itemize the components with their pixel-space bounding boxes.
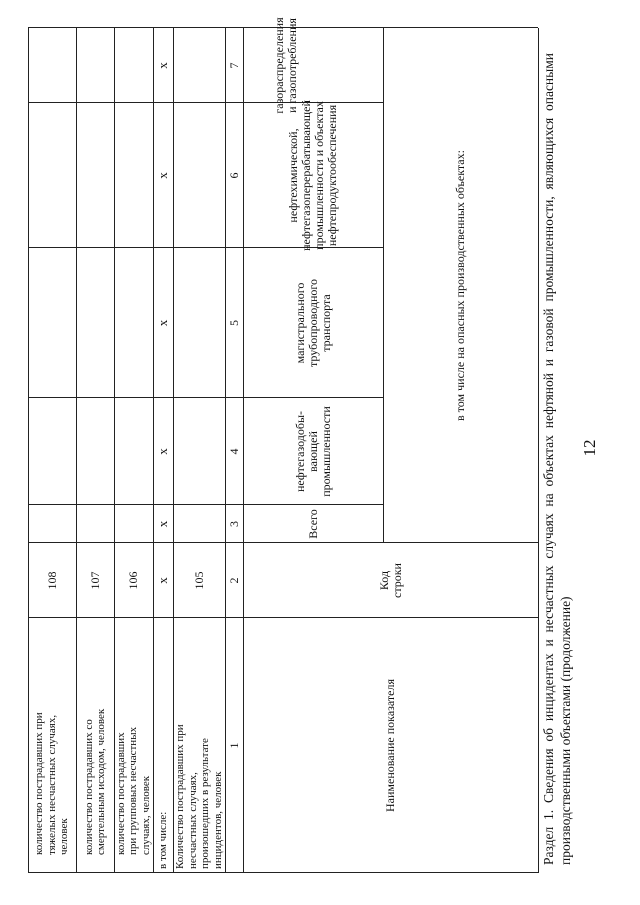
row-106-code: 106: [126, 571, 140, 590]
row-including-c4: x: [155, 448, 170, 455]
row-including-code: x: [155, 577, 170, 584]
header-including: в том числе на опасных производственных объектах:: [453, 150, 467, 421]
row-106-label: количество пострадавших при групповых несчастных случаях, человек: [114, 726, 152, 855]
row-108-code: 108: [44, 571, 59, 590]
column-number: 5: [226, 320, 241, 326]
row-including-c6: x: [155, 172, 170, 179]
header-total: Всего: [305, 509, 320, 539]
column-number: 3: [226, 521, 241, 527]
row-107-code: 107: [87, 571, 102, 590]
header-col4: нефтегазодобы-вающей промышленности: [292, 406, 333, 497]
page-number: 12: [580, 439, 599, 457]
row-105-code: 105: [191, 571, 206, 590]
header-col5: магистрального трубопроводного транспорта: [292, 278, 333, 367]
row-including-label: в том числе:: [156, 811, 169, 869]
table-line: [538, 28, 539, 873]
row-including-c5: x: [155, 319, 170, 327]
column-number: 1: [226, 742, 241, 749]
column-number: 7: [226, 62, 241, 69]
row-including-c3: x: [155, 520, 170, 528]
column-number: 6: [226, 172, 241, 179]
column-number: 4: [226, 448, 241, 455]
row-including-c7: x: [155, 62, 170, 69]
header-code: Код строки: [376, 563, 404, 598]
column-number: 2: [226, 577, 241, 584]
row-107-label: количество пострадавших со смертельным исходом, человек: [82, 708, 107, 855]
row-105-label: Количество пострадавших при несчастных случаях, произошедших в результате инцидентов, человек: [174, 724, 224, 869]
section-heading-line1: Раздел 1. Сведения об инцидентах и несчастных случаях на объектах нефтяной и газовой промышленности, являющихся опасными: [541, 53, 556, 865]
section-heading: [540, 53, 580, 865]
section-heading-line2: производственными объектами (продолжение): [558, 596, 573, 865]
header-col6: нефтехимической, нефтегазоперерабатывающей промышленности и объектах нефтепродуктообеспечения: [286, 100, 339, 251]
header-col7: газораспределения и газопотребления: [272, 17, 299, 114]
indicators-table: [28, 17, 538, 873]
row-108-label: количество пострадавших при тяжелых несчастных случаях, человек: [33, 712, 71, 855]
header-indicator: Наименование показателя: [383, 679, 397, 812]
